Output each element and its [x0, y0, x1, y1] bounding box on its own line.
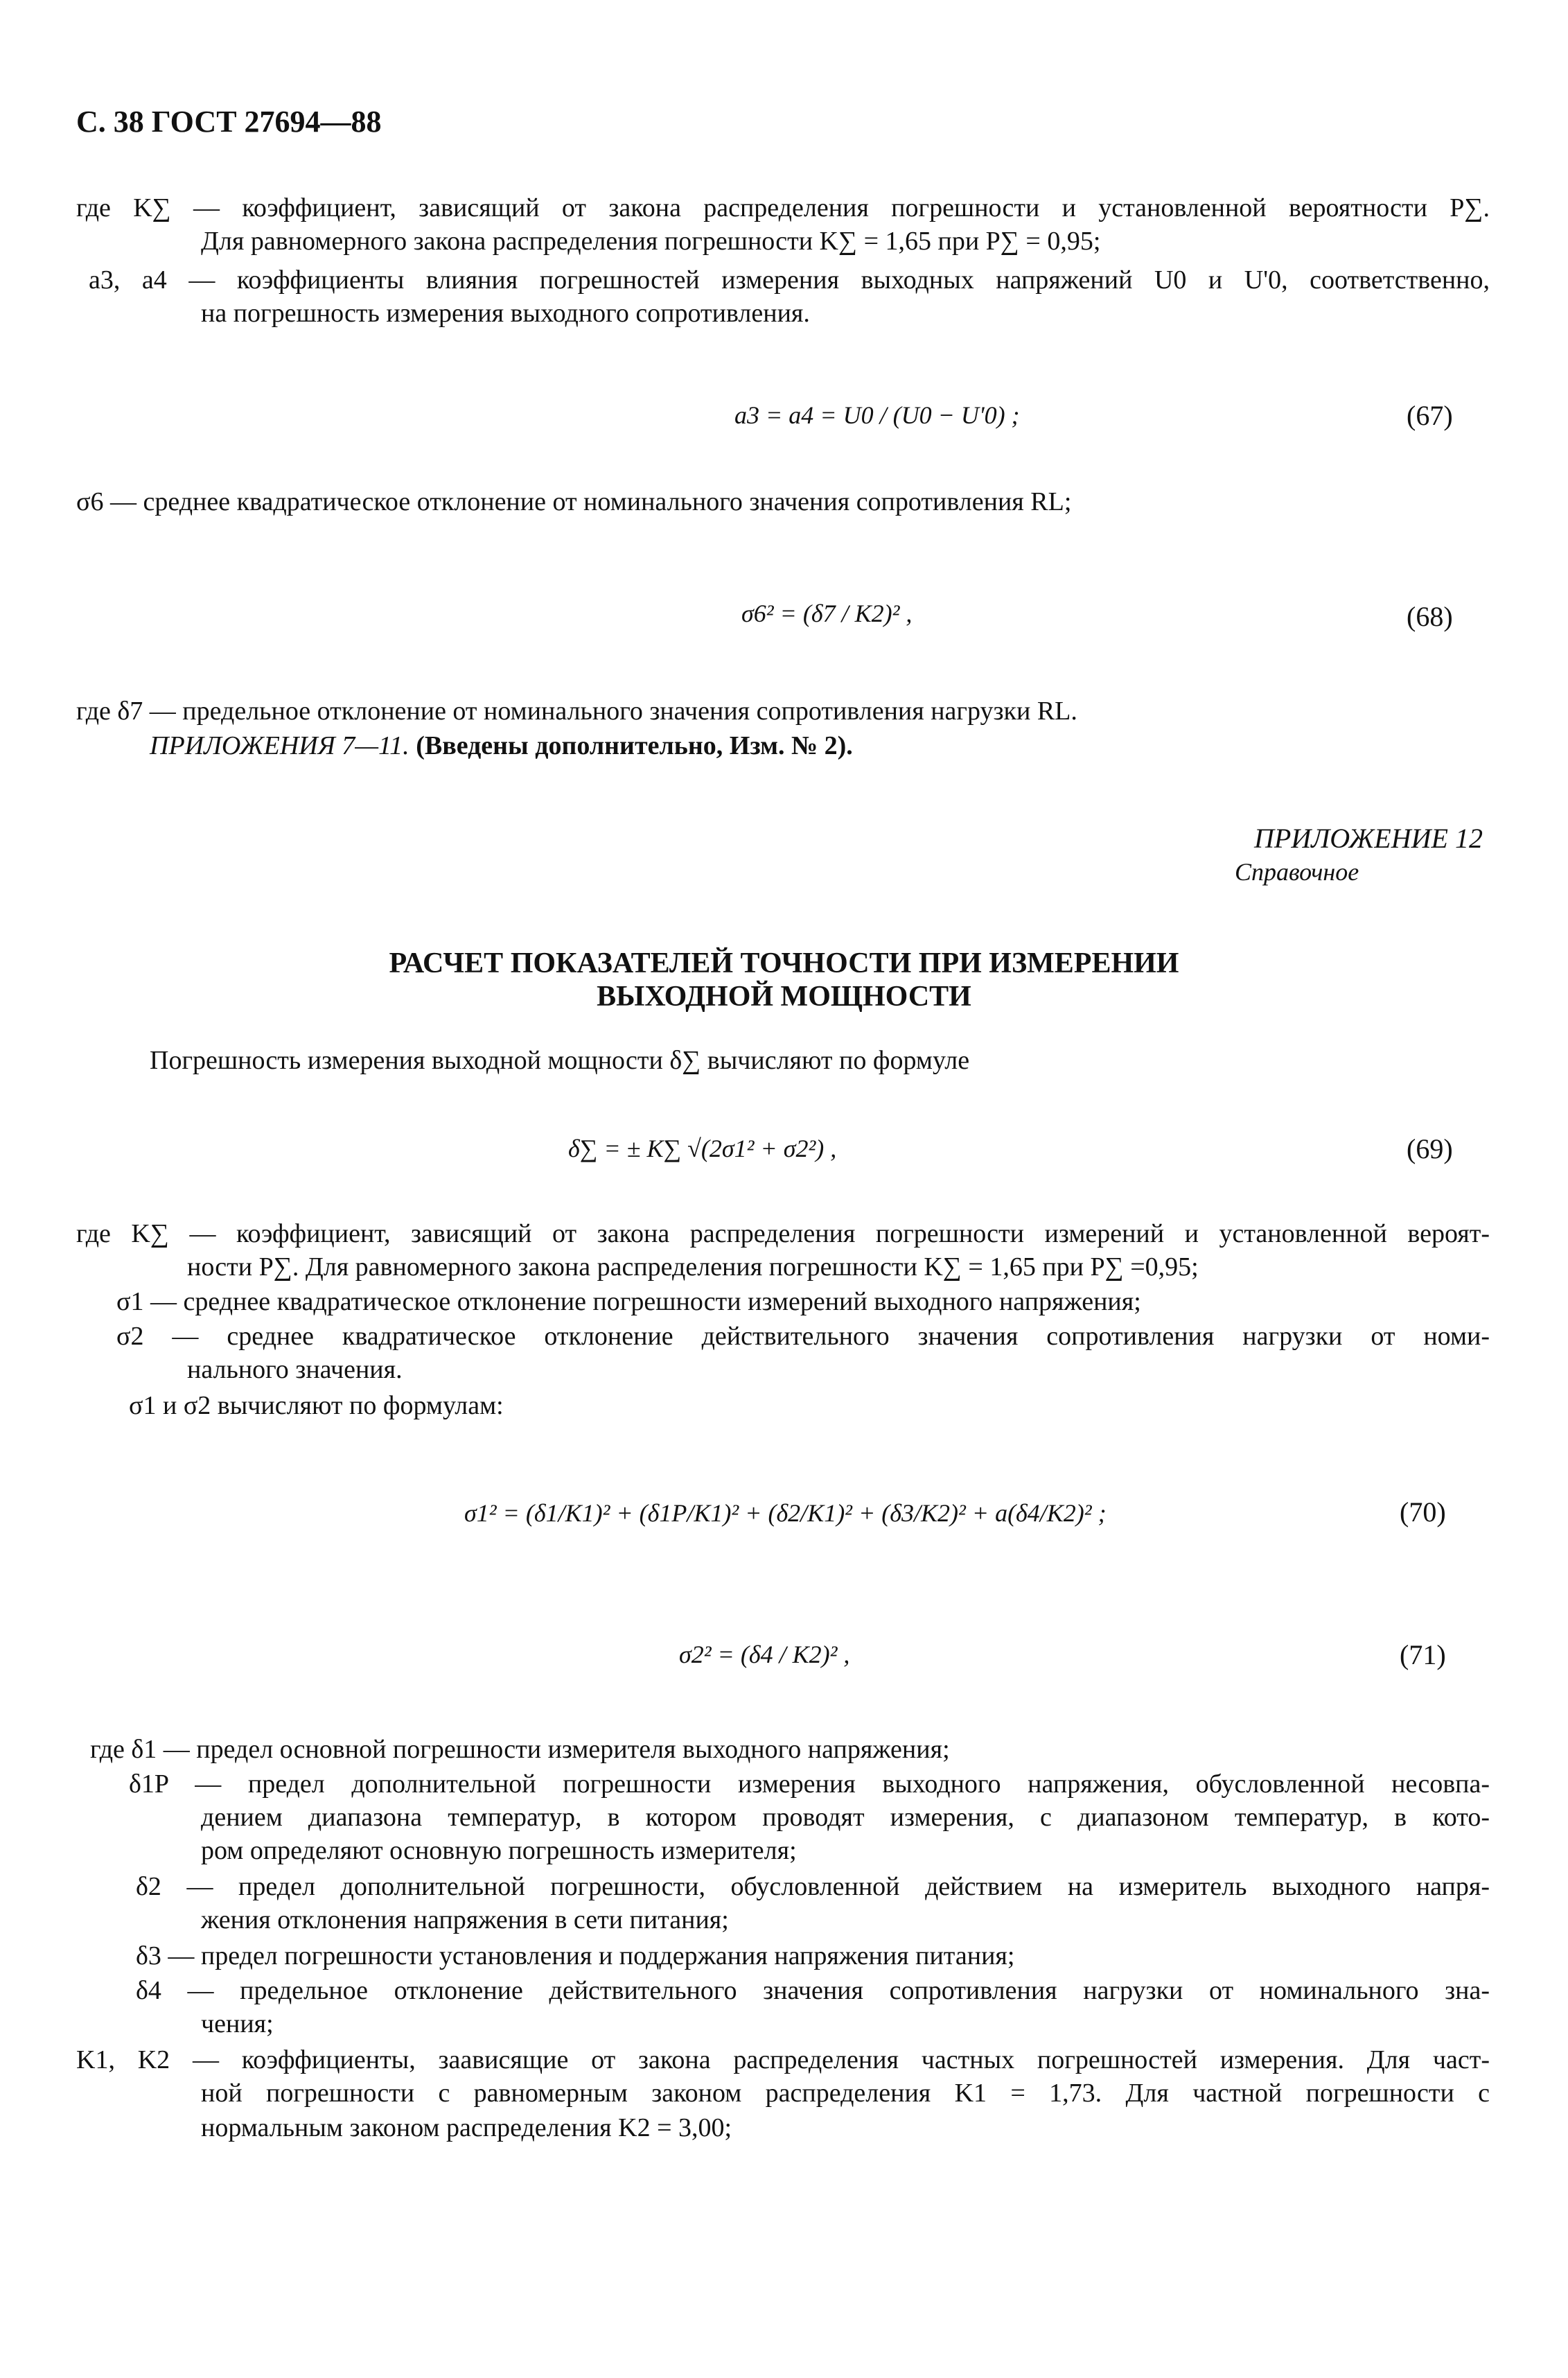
text-line: где K∑ — коэффициент, зависящий от закона распределения погрешности измерений и установленной вероят- [76, 1219, 1490, 1248]
formula-68: σ6² = (δ7 / K2)² , [741, 600, 913, 627]
text-line: ром определяют основную погрешность измерителя; [201, 1836, 797, 1865]
section-title: ВЫХОДНОЙ МОЩНОСТИ [597, 981, 971, 1013]
text-line: нального значения. [187, 1355, 403, 1384]
appendix-note-bold: (Введены дополнительно, Изм. № 2). [416, 731, 853, 760]
appendix-label: ПРИЛОЖЕНИЕ 12 [1254, 823, 1483, 854]
text-line: ной погрешности с равномерным законом распределения K1 = 1,73. Для частной погрешности с [201, 2079, 1490, 2108]
text-line: жения отклонения напряжения в сети питания; [201, 1905, 729, 1934]
text-line: σ1 — среднее квадратическое отклонение погрешности измерений выходного напряжения; [116, 1287, 1141, 1316]
appendix-note-italic: ПРИЛОЖЕНИЯ 7—11. [150, 731, 409, 760]
formula-number-71: (71) [1400, 1639, 1446, 1670]
text-line: где K∑ — коэффициент, зависящий от закона распределения погрешности и установленной вероятности P∑. [76, 193, 1490, 222]
text-line: на погрешность измерения выходного сопротивления. [201, 299, 810, 328]
formula-number-69: (69) [1407, 1133, 1453, 1164]
text-line: дением диапазона температур, в котором проводят измерения, с диапазоном температур, в кото- [201, 1803, 1490, 1832]
formula-number-70: (70) [1400, 1496, 1446, 1528]
text-line: σ1 и σ2 вычисляют по формулам: [129, 1391, 504, 1420]
text-line: где δ1 — предел основной погрешности измерителя выходного напряжения; [90, 1735, 950, 1764]
appendix-type: Справочное [1235, 858, 1359, 886]
appendix-note [150, 729, 853, 762]
text-line: нормальным законом распределения K2 = 3,00; [201, 2113, 732, 2142]
text-line: K1, K2 — коэффициенты, заависящие от закона распределения частных погрешностей измерения. Для част- [76, 2045, 1490, 2074]
formula-number-68: (68) [1407, 601, 1453, 632]
text-line: a3, a4 — коэффициенты влияния погрешностей измерения выходных напряжений U0 и U'0, соответственно, [89, 265, 1490, 295]
intro-line: Погрешность измерения выходной мощности δ∑ вычисляют по формуле [150, 1046, 970, 1075]
formula-number-67: (67) [1407, 400, 1453, 431]
text-line: δ3 — предел погрешности установления и поддержания напряжения питания; [136, 1941, 1015, 1970]
text-line: Для равномерного закона распределения погрешности K∑ = 1,65 при P∑ = 0,95; [201, 227, 1101, 256]
formula-70: σ1² = (δ1/K1)² + (δ1P/K1)² + (δ2/K1)² + (δ3/K2)² + a(δ4/K2)² ; [464, 1499, 1107, 1527]
formula-69: δ∑ = ± K∑ √(2σ1² + σ2²) , [568, 1135, 837, 1162]
text-line: δ4 — предельное отклонение действительного значения сопротивления нагрузки от номинального зна- [136, 1976, 1490, 2005]
page-header: С. 38 ГОСТ 27694—88 [76, 105, 382, 139]
text-line: σ2 — среднее квадратическое отклонение действительного значения сопротивления нагрузки от номи- [116, 1322, 1490, 1351]
text-line: где δ7 — предельное отклонение от номинального значения сопротивления нагрузки RL. [76, 697, 1077, 726]
text-line: σ6 — среднее квадратическое отклонение от номинального значения сопротивления RL; [76, 487, 1072, 516]
formula-67: a3 = a4 = U0 / (U0 − U'0) ; [734, 401, 1020, 429]
text-line: δ2 — предел дополнительной погрешности, обусловленной действием на измеритель выходного напря- [136, 1872, 1490, 1901]
formula-71: σ2² = (δ4 / K2)² , [679, 1641, 850, 1668]
text-line: чения; [201, 2009, 274, 2038]
text-line: δ1P — предел дополнительной погрешности измерения выходного напряжения, обусловленной несовпа- [129, 1769, 1490, 1799]
text-line: ности P∑. Для равномерного закона распределения погрешности K∑ = 1,65 при P∑ =0,95; [187, 1252, 1199, 1282]
section-title: РАСЧЕТ ПОКАЗАТЕЛЕЙ ТОЧНОСТИ ПРИ ИЗМЕРЕНИИ [389, 947, 1179, 979]
